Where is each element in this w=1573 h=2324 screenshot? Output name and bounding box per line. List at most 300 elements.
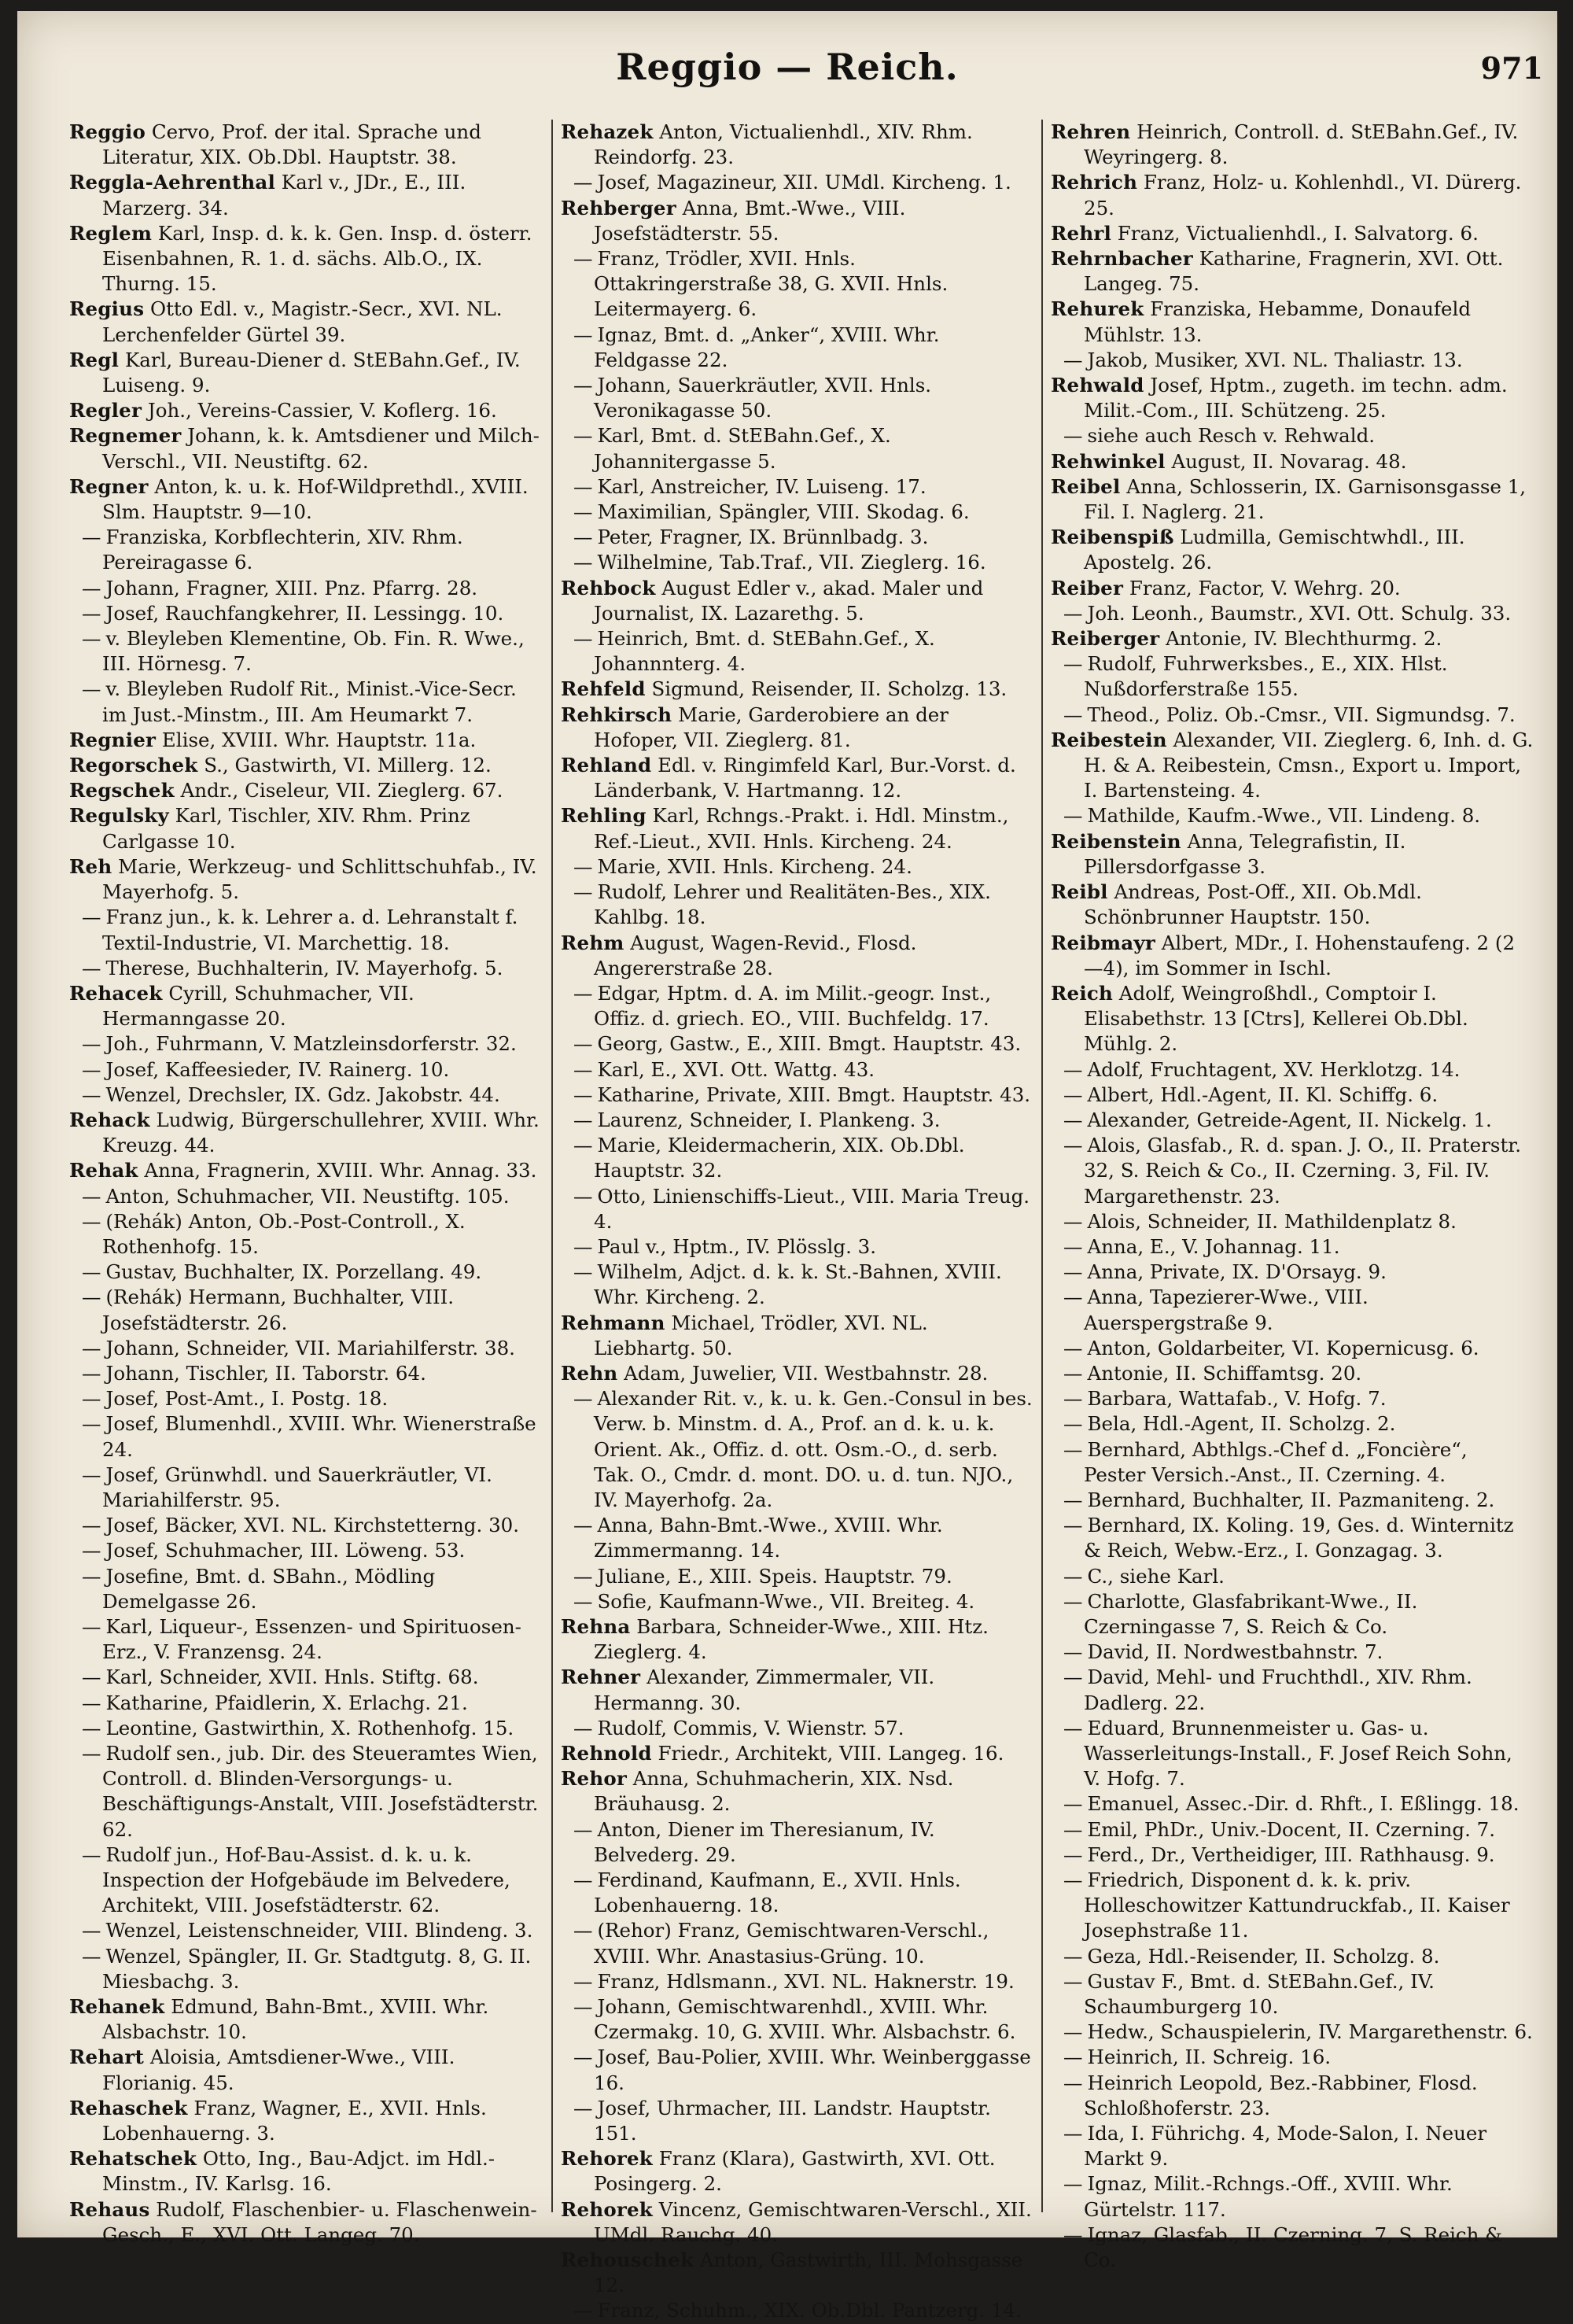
- ditto-dash: —: [573, 1184, 593, 1208]
- ditto-dash: —: [1063, 2122, 1083, 2145]
- entry-text: Cervo, Prof. der ital. Sprache und Literatur, XIX. Ob.Dbl. Hauptstr. 38.: [102, 120, 481, 169]
- directory-entry: [1051, 601, 1534, 626]
- directory-entry: [69, 1741, 543, 1843]
- directory-entry: [1051, 348, 1534, 373]
- entry-text: Karl v., JDr., E., III. Marzerg. 34.: [102, 171, 466, 219]
- entry-text: Josef, Rauchfangkehrer, II. Lessingg. 10.: [105, 601, 504, 625]
- ditto-dash: —: [1063, 1057, 1083, 1081]
- ditto-dash: —: [1063, 2045, 1083, 2069]
- entry-surname: Rehrich: [1051, 171, 1138, 194]
- directory-entry: [561, 1057, 1033, 1083]
- directory-entry: [561, 373, 1033, 423]
- directory-entry: [69, 1716, 543, 1741]
- ditto-dash: —: [573, 627, 593, 651]
- directory-entry: [561, 576, 1033, 626]
- ditto-dash: —: [82, 1209, 101, 1233]
- entry-text: (Rehor) Franz, Gemischtwaren-Verschl., XVIII. Whr. Anastasius-Grüng. 10.: [594, 1919, 989, 1968]
- entry-text: Anna, Schuhmacherin, XIX. Nsd. Bräuhausg. 2.: [594, 1767, 954, 1816]
- ditto-dash: —: [1063, 1412, 1083, 1436]
- directory-entry: [69, 1083, 543, 1108]
- entry-text: Joh., Vereins-Cassier, V. Koflerg. 16.: [142, 399, 497, 422]
- directory-entry: [69, 753, 543, 778]
- directory-entry: [1051, 981, 1534, 1057]
- directory-entry: [69, 677, 543, 727]
- entry-text: Karl, Rchngs.-Prakt. i. Hdl. Minstm., Ref.-Lieut., XVII. Hnls. Kircheng. 24.: [594, 804, 1009, 853]
- entry-text: Josef, Bau-Polier, XVIII. Whr. Weinberggasse 16.: [594, 2045, 1031, 2094]
- entry-text: Ignaz, Bmt. d. „Anker“, XVIII. Whr. Feldgasse 22.: [594, 323, 940, 371]
- entry-surname: Rehaschek: [69, 2096, 188, 2119]
- ditto-dash: —: [573, 424, 593, 448]
- entry-text: Anton, Schuhmacher, VII. Neustiftg. 105.: [105, 1184, 510, 1208]
- ditto-dash: —: [1063, 1817, 1083, 1841]
- entry-surname: Rehren: [1051, 120, 1131, 143]
- directory-entry: [69, 474, 543, 525]
- entry-text: Josef, Schuhmacher, III. Löweng. 53.: [105, 1539, 466, 1562]
- directory-entry: [1051, 221, 1534, 246]
- directory-entry: [1051, 2171, 1534, 2222]
- ditto-dash: —: [573, 500, 593, 524]
- entry-text: Johann, Gemischtwarenhdl., XVIII. Whr. Czermakg. 10, G. XVIII. Whr. Alsbachstr. 6.: [594, 1995, 1016, 2044]
- entry-text: Michael, Trödler, XVI. NL. Liebhartg. 50.: [594, 1311, 928, 1359]
- entry-text: August, II. Novarag. 48.: [1165, 449, 1407, 473]
- ditto-dash: —: [573, 171, 593, 194]
- ditto-dash: —: [1063, 1589, 1083, 1613]
- directory-entry: [69, 1158, 543, 1183]
- entry-text: Karl, Liqueur-, Essenzen- und Spirituosen-Erz., V. Franzensg. 24.: [102, 1614, 521, 1664]
- entry-text: Bernhard, IX. Koling. 19, Ges. d. Winternitz & Reich, Webw.-Erz., I. Gonzagag. 3.: [1084, 1514, 1514, 1562]
- ditto-dash: —: [573, 2096, 593, 2119]
- entry-text: Heinrich, Controll. d. StEBahn.Gef., IV. Weyringerg. 8.: [1084, 120, 1519, 169]
- entry-text: Karl, Insp. d. k. k. Gen. Insp. d. österr. Eisenbahnen, R. 1. d. sächs. Alb.O., IX. Thurng. 15.: [102, 221, 532, 296]
- directory-entry: [1051, 931, 1534, 981]
- entry-surname: Reibestein: [1051, 728, 1167, 751]
- directory-entry: [1051, 1488, 1534, 1513]
- entry-surname: Rehack: [69, 1108, 150, 1131]
- entry-text: David, Mehl- und Fruchthdl., XIV. Rhm. Dadlerg. 22.: [1084, 1666, 1472, 1714]
- ditto-dash: —: [573, 854, 593, 878]
- entry-text: Hedw., Schauspielerin, IV. Margarethenstr. 6.: [1087, 2020, 1533, 2044]
- entry-text: Josef, Post-Amt., I. Postg. 18.: [105, 1387, 389, 1411]
- ditto-dash: —: [82, 1539, 101, 1562]
- directory-entry: [1051, 1108, 1534, 1133]
- ditto-dash: —: [82, 601, 101, 625]
- directory-entry: [1051, 829, 1534, 880]
- entry-text: Anton, Victualienhdl., XIV. Rhm. Reindorfg. 23.: [594, 120, 973, 169]
- ditto-dash: —: [82, 1361, 101, 1385]
- ditto-dash: —: [573, 2045, 593, 2069]
- entry-text: Antonie, II. Schiffamtsg. 20.: [1087, 1361, 1362, 1385]
- ditto-dash: —: [1063, 424, 1083, 448]
- directory-entry: [1051, 1386, 1534, 1411]
- entry-text: Friedrich, Disponent d. k. k. priv. Holleschowitzer Kattundruckfab., II. Kaiser Josephstraße 11.: [1084, 1868, 1510, 1942]
- directory-entry: [561, 1918, 1033, 1968]
- entry-text: Alois, Schneider, II. Mathildenplatz 8.: [1087, 1209, 1457, 1233]
- entry-surname: Rehacek: [69, 981, 163, 1005]
- directory-entry: [561, 1741, 1033, 1766]
- entry-text: Alexander Rit. v., k. u. k. Gen.-Consul in bes. Verw. b. Minstm. d. A., Prof. an d. k. u. k. Orient. Ak., Offiz. d. ott. Osm.-O., d. serb. Tak. O., Cmdr. d. mont. DO. u. d. tun. NJO., IV. Mayerhofg. 2a.: [594, 1387, 1033, 1511]
- entry-text: Alexander, Zimmermaler, VII. Hermanng. 30.: [594, 1666, 935, 1714]
- entry-surname: Regnier: [69, 728, 157, 751]
- ditto-dash: —: [82, 1387, 101, 1411]
- ditto-dash: —: [573, 374, 593, 397]
- entry-text: Ludwig, Bürgerschullehrer, XVIII. Whr. Kreuzg. 44.: [102, 1108, 540, 1157]
- entry-text: C., siehe Karl.: [1087, 1564, 1225, 1588]
- entry-surname: Regschek: [69, 779, 175, 802]
- directory-entry: [1051, 297, 1534, 347]
- entry-surname: Reibenspiß: [1051, 526, 1174, 549]
- ditto-dash: —: [82, 1564, 101, 1588]
- entry-text: Rudolf, Flaschenbier- u. Flaschenwein-Gesch., E., XVI. Ott. Langeg. 70.: [102, 2197, 537, 2246]
- ditto-dash: —: [82, 526, 101, 549]
- entry-text: Maximilian, Spängler, VIII. Skodag. 6.: [597, 500, 970, 524]
- page-header: [17, 46, 1557, 109]
- directory-entry: [1051, 576, 1534, 601]
- directory-entry: [561, 246, 1033, 323]
- entry-surname: Regnemer: [69, 424, 182, 448]
- directory-entry: [561, 474, 1033, 500]
- entry-text: Barbara, Schneider-Wwe., XIII. Htz. Zieglerg. 4.: [594, 1614, 989, 1664]
- directory-entry: [561, 2146, 1033, 2197]
- entry-surname: Regulsky: [69, 804, 169, 828]
- directory-entry: [69, 1538, 543, 1563]
- entry-text: Adam, Juwelier, VII. Westbahnstr. 28.: [617, 1361, 989, 1385]
- entry-surname: Reiber: [1051, 576, 1124, 599]
- ditto-dash: —: [573, 551, 593, 574]
- directory-entry: [1051, 2071, 1534, 2121]
- directory-entry: [1051, 2020, 1534, 2045]
- directory-entry: [561, 753, 1033, 803]
- ditto-dash: —: [82, 1666, 101, 1689]
- entry-text: Ludmilla, Gemischtwhdl., III. Apostelg. 26.: [1084, 526, 1465, 574]
- directory-entry: [69, 423, 543, 474]
- directory-entry: [1051, 1234, 1534, 1260]
- entry-text: Anna, Schlosserin, IX. Garnisonsgasse 1, Fil. I. Naglerg. 21.: [1084, 474, 1527, 524]
- ditto-dash: —: [82, 1716, 101, 1739]
- entry-text: Alois, Glasfab., R. d. span. J. O., II. Praterstr. 32, S. Reich & Co., II. Czerning. 3, Fil. IV. Margarethenstr. 23.: [1084, 1134, 1522, 1208]
- entry-surname: Reglem: [69, 221, 153, 245]
- directory-entry: [69, 1691, 543, 1716]
- directory-entry: [1051, 880, 1534, 930]
- entry-text: Andr., Ciseleur, VII. Zieglerg. 67.: [174, 779, 503, 802]
- ditto-dash: —: [1063, 1640, 1083, 1664]
- entry-text: Juliane, E., XIII. Speis. Hauptstr. 79.: [597, 1564, 952, 1588]
- directory-entry: [69, 1411, 543, 1462]
- entry-text: Karl, Bmt. d. StEBahn.Gef., X. Johannitergasse 5.: [594, 424, 891, 473]
- entry-text: Anton, Gastwirth, III. Mohsgasse 12.: [594, 2248, 1023, 2297]
- entry-text: Edmund, Bahn-Bmt., XVIII. Whr. Alsbachstr. 10.: [102, 1995, 489, 2044]
- ditto-dash: —: [573, 981, 593, 1005]
- ditto-dash: —: [82, 1843, 101, 1866]
- directory-entry: [561, 1969, 1033, 1994]
- column-1: [61, 120, 551, 2246]
- entry-text: Leontine, Gastwirthin, X. Rothenhofg. 15.: [105, 1716, 514, 1739]
- directory-entry: [561, 1564, 1033, 1589]
- entry-text: Bernhard, Buchhalter, II. Pazmaniteng. 2.: [1087, 1488, 1495, 1511]
- entry-text: Katharine, Pfaidlerin, X. Erlachg. 21.: [105, 1691, 468, 1714]
- directory-entry: [69, 170, 543, 220]
- entry-text: Sofie, Kaufmann-Wwe., VII. Breiteg. 4.: [597, 1589, 975, 1613]
- entry-surname: Rehn: [561, 1361, 618, 1385]
- entry-text: Sigmund, Reisender, II. Scholzg. 13.: [645, 677, 1008, 701]
- entry-surname: Rehouschek: [561, 2248, 694, 2272]
- directory-entry: [561, 550, 1033, 575]
- entry-text: Rudolf, Fuhrwerksbes., E., XIX. Hlst. Nußdorferstraße 155.: [1084, 652, 1448, 701]
- ditto-dash: —: [1063, 2223, 1083, 2246]
- entry-text: Aloisia, Amtsdiener-Wwe., VIII. Florianig. 45.: [102, 2045, 455, 2094]
- ditto-dash: —: [1063, 1361, 1083, 1385]
- directory-entry: [1051, 2223, 1534, 2273]
- directory-entry: [69, 1336, 543, 1361]
- entry-text: S., Gastwirth, VI. Millerg. 12.: [197, 754, 492, 777]
- ditto-dash: —: [1063, 1108, 1083, 1131]
- directory-entry: [1051, 1260, 1534, 1285]
- directory-entry: [1051, 246, 1534, 297]
- entry-text: Joh. Leonh., Baumstr., XVI. Ott. Schulg. 33.: [1087, 601, 1512, 625]
- directory-entry: [1051, 1361, 1534, 1386]
- entry-surname: Rehwald: [1051, 374, 1144, 397]
- entry-text: Ignaz, Glasfab., II. Czerning. 7, S. Reich & Co.: [1084, 2223, 1503, 2272]
- directory-entry: [561, 2197, 1033, 2248]
- entry-text: Rudolf jun., Hof-Bau-Assist. d. k. u. k. Inspection der Hofgebäude im Belvedere, Architekt, VIII. Josefstädterstr. 62.: [102, 1843, 510, 1917]
- ditto-dash: —: [1063, 1514, 1083, 1537]
- ditto-dash: —: [1063, 1209, 1083, 1233]
- ditto-dash: —: [1063, 1387, 1083, 1411]
- ditto-dash: —: [573, 1134, 593, 1157]
- directory-entry: [1051, 449, 1534, 474]
- entry-text: Josef, Grünwhdl. und Sauerkräutler, VI. Mariahilferstr. 95.: [102, 1463, 492, 1511]
- ditto-dash: —: [1063, 1843, 1083, 1866]
- ditto-dash: —: [82, 576, 101, 599]
- directory-entry: [69, 1564, 543, 1614]
- directory-entry: [1051, 1969, 1534, 2020]
- ditto-dash: —: [82, 906, 101, 929]
- entry-surname: Rehbock: [561, 576, 656, 599]
- entry-text: Johann, Schneider, VII. Mariahilferstr. 38.: [105, 1336, 515, 1359]
- directory-entry: [1051, 1564, 1534, 1589]
- entry-surname: Rehrl: [1051, 221, 1111, 245]
- entry-text: Ferdinand, Kaufmann, E., XVII. Hnls. Lobenhauerng. 18.: [594, 1868, 961, 1917]
- directory-entry: [1051, 373, 1534, 423]
- directory-entry: [561, 1868, 1033, 1918]
- entry-text: Anna, Private, IX. D'Orsayg. 9.: [1087, 1260, 1387, 1284]
- ditto-dash: —: [82, 1691, 101, 1714]
- entry-surname: Reh: [69, 854, 112, 878]
- column-3: [1041, 120, 1542, 2272]
- ditto-dash: —: [82, 1032, 101, 1056]
- directory-entry: [1051, 525, 1534, 575]
- entry-text: Anna, Tapezierer-Wwe., VIII. Auerspergstraße 9.: [1084, 1286, 1369, 1334]
- directory-entry: [561, 981, 1033, 1031]
- entry-text: Johann, Tischler, II. Taborstr. 64.: [105, 1361, 426, 1385]
- entry-text: Ferd., Dr., Vertheidiger, III. Rathhausg. 9.: [1087, 1843, 1495, 1866]
- entry-surname: Rehland: [561, 754, 652, 777]
- entry-text: Anna, Bmt.-Wwe., VIII. Josefstädterstr. 55.: [594, 196, 906, 245]
- directory-entry: [1051, 1285, 1534, 1335]
- entry-text: Therese, Buchhalterin, IV. Mayerhofg. 5.: [105, 956, 503, 979]
- entry-text: Franziska, Hebamme, Donaufeld Mühlstr. 13.: [1084, 297, 1472, 346]
- ditto-dash: —: [82, 1742, 101, 1765]
- directory-entry: [69, 525, 543, 575]
- entry-text: siehe auch Resch v. Rehwald.: [1087, 424, 1376, 448]
- entry-surname: Reibenstein: [1051, 829, 1181, 853]
- directory-entry: [1051, 474, 1534, 525]
- ditto-dash: —: [82, 1944, 101, 1968]
- entry-text: Anna, Fragnerin, XVIII. Whr. Annag. 33.: [138, 1159, 537, 1182]
- ditto-dash: —: [573, 1817, 593, 1841]
- entry-text: Gustav, Buchhalter, IX. Porzellang. 49.: [105, 1260, 482, 1284]
- directory-columns: [61, 120, 1543, 2322]
- entry-surname: Rehberger: [561, 196, 676, 219]
- entry-surname: Rehorek: [561, 2197, 653, 2221]
- directory-entry: [69, 1843, 543, 1919]
- ditto-dash: —: [573, 1032, 593, 1056]
- ditto-dash: —: [1063, 1234, 1083, 1258]
- entry-surname: Reiberger: [1051, 627, 1160, 651]
- directory-entry: [561, 500, 1033, 525]
- entry-text: Franz, Schuhm., XIX. Ob.Dbl. Pantzerg. 14.: [597, 2299, 1022, 2322]
- directory-entry: [69, 221, 543, 297]
- entry-surname: Rehna: [561, 1614, 631, 1638]
- entry-text: Josef, Bäcker, XVI. NL. Kirchstetterng. 30.: [105, 1514, 520, 1537]
- directory-entry: [561, 931, 1033, 981]
- ditto-dash: —: [1063, 1488, 1083, 1511]
- ditto-dash: —: [82, 1919, 101, 1942]
- directory-entry: [561, 1665, 1033, 1715]
- entry-surname: Reggio: [69, 120, 146, 143]
- directory-entry: [1051, 1843, 1534, 1868]
- entry-text: Geza, Hdl.-Reisender, II. Scholzg. 8.: [1087, 1944, 1440, 1968]
- ditto-dash: —: [1063, 1083, 1083, 1106]
- directory-entry: [69, 1665, 543, 1690]
- entry-text: (Rehák) Anton, Ob.-Post-Controll., X. Rothenhofg. 15.: [102, 1209, 466, 1258]
- directory-entry: [69, 1918, 543, 1943]
- directory-entry: [561, 1994, 1033, 2045]
- entry-text: Karl, Schneider, XVII. Hnls. Stiftg. 68.: [105, 1666, 479, 1689]
- entry-text: Johann, k. k. Amtsdiener und Milch-Verschl., VII. Neustiftg. 62.: [102, 424, 540, 473]
- directory-entry: [561, 1589, 1033, 1614]
- entry-text: David, II. Nordwestbahnstr. 7.: [1087, 1640, 1383, 1664]
- directory-entry: [561, 1260, 1033, 1310]
- directory-entry: [1051, 1791, 1534, 1817]
- directory-entry: [1051, 1513, 1534, 1563]
- entry-surname: Rehling: [561, 804, 647, 828]
- directory-entry: [1051, 651, 1534, 702]
- ditto-dash: —: [573, 323, 593, 346]
- directory-entry: [69, 1463, 543, 1513]
- entry-text: Otto, Linienschiffs-Lieut., VIII. Maria Treug. 4.: [594, 1184, 1030, 1233]
- ditto-dash: —: [573, 1260, 593, 1284]
- entry-text: Anton, Goldarbeiter, VI. Kopernicusg. 6.: [1087, 1336, 1479, 1359]
- directory-entry: [561, 323, 1033, 373]
- directory-entry: [561, 854, 1033, 880]
- ditto-dash: —: [82, 1260, 101, 1284]
- entry-text: Heinrich, II. Schreig. 16.: [1087, 2045, 1332, 2069]
- entry-surname: Regler: [69, 399, 142, 422]
- ditto-dash: —: [1063, 1716, 1083, 1739]
- ditto-dash: —: [1063, 1134, 1083, 1157]
- ditto-dash: —: [573, 1514, 593, 1537]
- entry-surname: Rehor: [561, 1767, 628, 1791]
- ditto-dash: —: [1063, 2071, 1083, 2094]
- directory-entry: [1051, 728, 1534, 804]
- directory-entry: [69, 2146, 543, 2197]
- ditto-dash: —: [573, 247, 593, 271]
- entry-text: Ida, I. Führichg. 4, Mode-Salon, I. Neuer Markt 9.: [1084, 2122, 1487, 2171]
- directory-entry: [1051, 1411, 1534, 1437]
- directory-entry: [69, 1031, 543, 1057]
- entry-surname: Rehak: [69, 1159, 138, 1182]
- directory-entry: [69, 1614, 543, 1665]
- directory-entry: [561, 880, 1033, 930]
- column-2: [551, 120, 1041, 2322]
- entry-text: Josef, Magazineur, XII. UMdl. Kircheng. 1.: [597, 171, 1011, 194]
- ditto-dash: —: [82, 1184, 101, 1208]
- page-number: 971: [1480, 50, 1543, 86]
- entry-text: Josef, Blumenhdl., XVIII. Whr. Wienerstraße 24.: [102, 1412, 536, 1461]
- directory-entry: [1051, 1640, 1534, 1665]
- ditto-dash: —: [573, 1083, 593, 1106]
- directory-entry: [69, 1209, 543, 1260]
- entry-text: v. Bleyleben Klementine, Ob. Fin. R. Wwe., III. Hörnesg. 7.: [102, 627, 525, 676]
- entry-text: Franz, Wagner, E., XVII. Hnls. Lobenhauerng. 3.: [102, 2096, 487, 2145]
- directory-entry: [69, 803, 543, 854]
- entry-text: Cyrill, Schuhmacher, VII. Hermanngasse 20.: [102, 981, 414, 1031]
- ditto-dash: —: [1063, 1286, 1083, 1309]
- directory-entry: [1051, 1336, 1534, 1361]
- directory-entry: [69, 728, 543, 753]
- directory-entry: [69, 1260, 543, 1285]
- ditto-dash: —: [1063, 2020, 1083, 2044]
- entry-text: Rudolf, Commis, V. Wienstr. 57.: [597, 1716, 904, 1739]
- ditto-dash: —: [1063, 1944, 1083, 1968]
- directory-entry: [69, 905, 543, 955]
- directory-entry: [561, 1083, 1033, 1108]
- entry-text: Wenzel, Leistenschneider, VIII. Blindeng. 3.: [105, 1919, 533, 1942]
- ditto-dash: —: [1063, 1969, 1083, 1993]
- directory-entry: [69, 778, 543, 803]
- ditto-dash: —: [573, 1969, 593, 1993]
- directory-entry: [561, 803, 1033, 854]
- ditto-dash: —: [82, 677, 101, 701]
- entry-text: Anton, k. u. k. Hof-Wildprethdl., XVIII. Slm. Hauptstr. 9—10.: [102, 474, 529, 524]
- entry-text: Georg, Gastw., E., XIII. Bmgt. Hauptstr. 43.: [597, 1032, 1022, 1056]
- entry-text: Marie, Garderobiere an der Hofoper, VII. Zieglerg. 81.: [594, 703, 949, 751]
- entry-text: Josef, Uhrmacher, III. Landstr. Hauptstr. 151.: [594, 2096, 991, 2145]
- entry-text: Emanuel, Assec.-Dir. d. Rhft., I. Eßlingg. 18.: [1087, 1792, 1520, 1816]
- entry-surname: Reibel: [1051, 474, 1121, 498]
- directory-entry: [561, 2248, 1033, 2298]
- directory-entry: [69, 1285, 543, 1335]
- ditto-dash: —: [82, 1614, 101, 1638]
- entry-text: Bernhard, Abthlgs.-Chef d. „Foncière“, Pester Versich.-Anst., II. Czerning. 4.: [1084, 1437, 1468, 1486]
- entry-text: Josef, Hptm., zugeth. im techn. adm. Milit.-Com., III. Schützeng. 25.: [1084, 374, 1508, 422]
- directory-entry: [69, 1361, 543, 1386]
- entry-text: Alexander, VII. Zieglerg. 6, Inh. d. G. H. & A. Reibestein, Cmsn., Export u. Import, I. Bartensteing. 4.: [1084, 728, 1534, 802]
- ditto-dash: —: [573, 2299, 593, 2322]
- ditto-dash: —: [573, 880, 593, 904]
- ditto-dash: —: [1063, 1564, 1083, 1588]
- entry-text: August, Wagen-Revid., Flosd. Angererstraße 28.: [594, 931, 917, 979]
- entry-text: Adolf, Fruchtagent, XV. Herklotzg. 14.: [1087, 1057, 1461, 1081]
- entry-text: Anton, Diener im Theresianum, IV. Belvederg. 29.: [594, 1817, 935, 1866]
- directory-entry: [561, 1184, 1033, 1234]
- entry-text: Joh., Fuhrmann, V. Matzleinsdorferstr. 32.: [105, 1032, 517, 1056]
- ditto-dash: —: [573, 1716, 593, 1739]
- directory-entry: [561, 525, 1033, 550]
- entry-surname: Rehurek: [1051, 297, 1144, 321]
- directory-entry: [1051, 1944, 1534, 1969]
- entry-surname: Regl: [69, 348, 120, 371]
